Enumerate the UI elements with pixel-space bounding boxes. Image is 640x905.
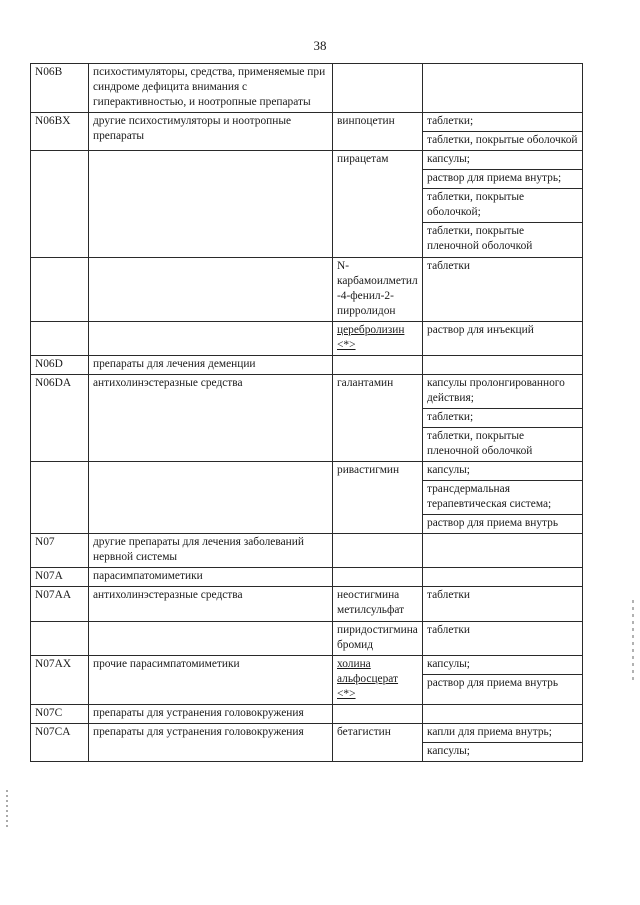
drug-name-cell bbox=[333, 723, 423, 761]
dosage-form-cell bbox=[423, 113, 583, 151]
table-row bbox=[31, 621, 583, 655]
dosage-form-cell bbox=[423, 151, 583, 257]
drug-name-cell bbox=[333, 113, 423, 151]
drug-name: винпоцетин bbox=[337, 115, 395, 128]
drug-name: галантамин bbox=[337, 376, 394, 389]
table-row bbox=[31, 568, 583, 587]
group-name-cell: препараты для лечения деменции bbox=[89, 355, 333, 374]
atc-code-cell: N07AX bbox=[31, 655, 89, 704]
dosage-form-cell bbox=[423, 568, 583, 587]
dosage-form-item: таблетки; bbox=[423, 409, 582, 428]
dosage-form-item: раствор для приема внутрь bbox=[427, 676, 559, 689]
dosage-form-empty bbox=[423, 568, 582, 586]
atc-code-cell bbox=[31, 151, 89, 257]
dosage-form-empty bbox=[423, 356, 582, 374]
group-name-cell: другие психостимуляторы и ноотропные препараты bbox=[89, 113, 333, 151]
group-name-cell: парасимпатомиметики bbox=[89, 568, 333, 587]
table-row bbox=[31, 374, 583, 461]
atc-code-cell: N07AA bbox=[31, 587, 89, 621]
group-name-cell: прочие парасимпатомиметики bbox=[89, 655, 333, 704]
drug-name-cell bbox=[333, 462, 423, 534]
dosage-form-item: капли для приема внутрь; bbox=[423, 724, 582, 743]
table-row bbox=[31, 655, 583, 704]
table-row bbox=[31, 321, 583, 355]
drug-name-cell bbox=[333, 321, 423, 355]
dosage-form-item: капсулы; bbox=[423, 151, 582, 170]
dosage-form-cell bbox=[423, 723, 583, 761]
table-row bbox=[31, 723, 583, 761]
table-row bbox=[31, 704, 583, 723]
scan-artifact bbox=[6, 790, 8, 830]
dosage-form-item: капсулы; bbox=[423, 462, 582, 481]
drug-name: пирацетам bbox=[337, 153, 389, 166]
table-row bbox=[31, 257, 583, 321]
atc-code-cell bbox=[31, 462, 89, 534]
dosage-form-item: раствор для инъекций bbox=[427, 323, 534, 336]
atc-code-cell: N07A bbox=[31, 568, 89, 587]
table-row bbox=[31, 355, 583, 374]
drug-name-cell bbox=[333, 257, 423, 321]
dosage-form-item: таблетки, покрытые пленочной оболочкой bbox=[427, 225, 533, 253]
group-name-cell: другие препараты для лечения заболеваний нервной системы bbox=[89, 534, 333, 568]
group-name-cell bbox=[89, 151, 333, 257]
drug-name: церебролизин <*> bbox=[337, 323, 405, 351]
dosage-form-item: таблетки bbox=[427, 623, 471, 636]
dosage-form-cell bbox=[423, 655, 583, 704]
dosage-form-item: таблетки; bbox=[423, 113, 582, 132]
medication-table bbox=[30, 63, 583, 762]
dosage-form-item: раствор для приема внутрь bbox=[427, 517, 559, 530]
table-row bbox=[31, 462, 583, 534]
drug-name: холина альфосцерат <*> bbox=[337, 657, 399, 700]
group-name-cell bbox=[89, 321, 333, 355]
table-row bbox=[31, 534, 583, 568]
drug-name: неостигмина метилсульфат bbox=[337, 589, 405, 617]
dosage-form-item: капсулы; bbox=[427, 744, 470, 757]
dosage-form-cell bbox=[423, 374, 583, 461]
dosage-form-cell bbox=[423, 534, 583, 568]
group-name-cell bbox=[89, 257, 333, 321]
drug-name-cell bbox=[333, 64, 423, 113]
dosage-form-item: капсулы пролонгированного действия; bbox=[423, 375, 582, 409]
group-name-cell: препараты для устранения головокружения bbox=[89, 704, 333, 723]
drug-name-cell bbox=[333, 534, 423, 568]
group-name-cell: антихолинэстеразные средства bbox=[89, 374, 333, 461]
drug-name-cell bbox=[333, 621, 423, 655]
page-number: 38 bbox=[313, 38, 327, 53]
dosage-form-cell bbox=[423, 621, 583, 655]
drug-name-cell bbox=[333, 151, 423, 257]
atc-code-cell: N07 bbox=[31, 534, 89, 568]
dosage-form-cell bbox=[423, 257, 583, 321]
dosage-form-item: раствор для приема внутрь; bbox=[423, 170, 582, 189]
drug-name-cell bbox=[333, 374, 423, 461]
atc-code-cell: N06B bbox=[31, 64, 89, 113]
drug-name: пиридостигмина бромид bbox=[337, 623, 418, 651]
atc-code-cell: N06DA bbox=[31, 374, 89, 461]
dosage-form-item: капсулы; bbox=[423, 656, 582, 675]
scan-artifact bbox=[632, 600, 634, 680]
dosage-form-item: трансдермальная терапевтическая система; bbox=[423, 481, 582, 515]
dosage-form-item: таблетки bbox=[427, 589, 471, 602]
atc-code-cell bbox=[31, 621, 89, 655]
drug-name: ривастигмин bbox=[337, 464, 400, 477]
drug-name-cell bbox=[333, 704, 423, 723]
drug-name-cell bbox=[333, 655, 423, 704]
atc-code-cell bbox=[31, 257, 89, 321]
atc-code-cell: N06BX bbox=[31, 113, 89, 151]
dosage-form-empty bbox=[423, 64, 582, 82]
group-name-cell bbox=[89, 462, 333, 534]
atc-code-cell: N06D bbox=[31, 355, 89, 374]
drug-name-cell bbox=[333, 587, 423, 621]
dosage-form-cell bbox=[423, 704, 583, 723]
dosage-form-item: таблетки, покрытые пленочной оболочкой bbox=[427, 429, 533, 458]
group-name-cell bbox=[89, 621, 333, 655]
dosage-form-item: таблетки, покрытые оболочкой; bbox=[423, 189, 582, 223]
dosage-form-cell bbox=[423, 587, 583, 621]
dosage-form-empty bbox=[423, 534, 582, 552]
dosage-form-cell bbox=[423, 462, 583, 534]
table-row bbox=[31, 64, 583, 113]
table-row bbox=[31, 113, 583, 151]
atc-code-cell: N07CA bbox=[31, 723, 89, 761]
group-name-cell: психостимуляторы, средства, применяемые при синдроме дефицита внимания с гиперактивностью, и ноотропные препараты bbox=[89, 64, 333, 113]
dosage-form-item: таблетки bbox=[427, 259, 471, 272]
dosage-form-cell bbox=[423, 355, 583, 374]
drug-name: бетагистин bbox=[337, 725, 391, 738]
atc-code-cell bbox=[31, 321, 89, 355]
atc-code-cell: N07C bbox=[31, 704, 89, 723]
dosage-form-item: таблетки, покрытые оболочкой bbox=[427, 134, 578, 147]
drug-name-cell bbox=[333, 355, 423, 374]
dosage-form-empty bbox=[423, 705, 582, 723]
drug-name-cell bbox=[333, 568, 423, 587]
dosage-form-cell bbox=[423, 64, 583, 113]
medication-table-body bbox=[31, 64, 583, 762]
table-row bbox=[31, 151, 583, 257]
dosage-form-cell bbox=[423, 321, 583, 355]
table-row bbox=[31, 587, 583, 621]
drug-name: N-карбамоилметил-4-фенил-2-пирролидон bbox=[337, 259, 418, 317]
group-name-cell: антихолинэстеразные средства bbox=[89, 587, 333, 621]
group-name-cell: препараты для устранения головокружения bbox=[89, 723, 333, 761]
